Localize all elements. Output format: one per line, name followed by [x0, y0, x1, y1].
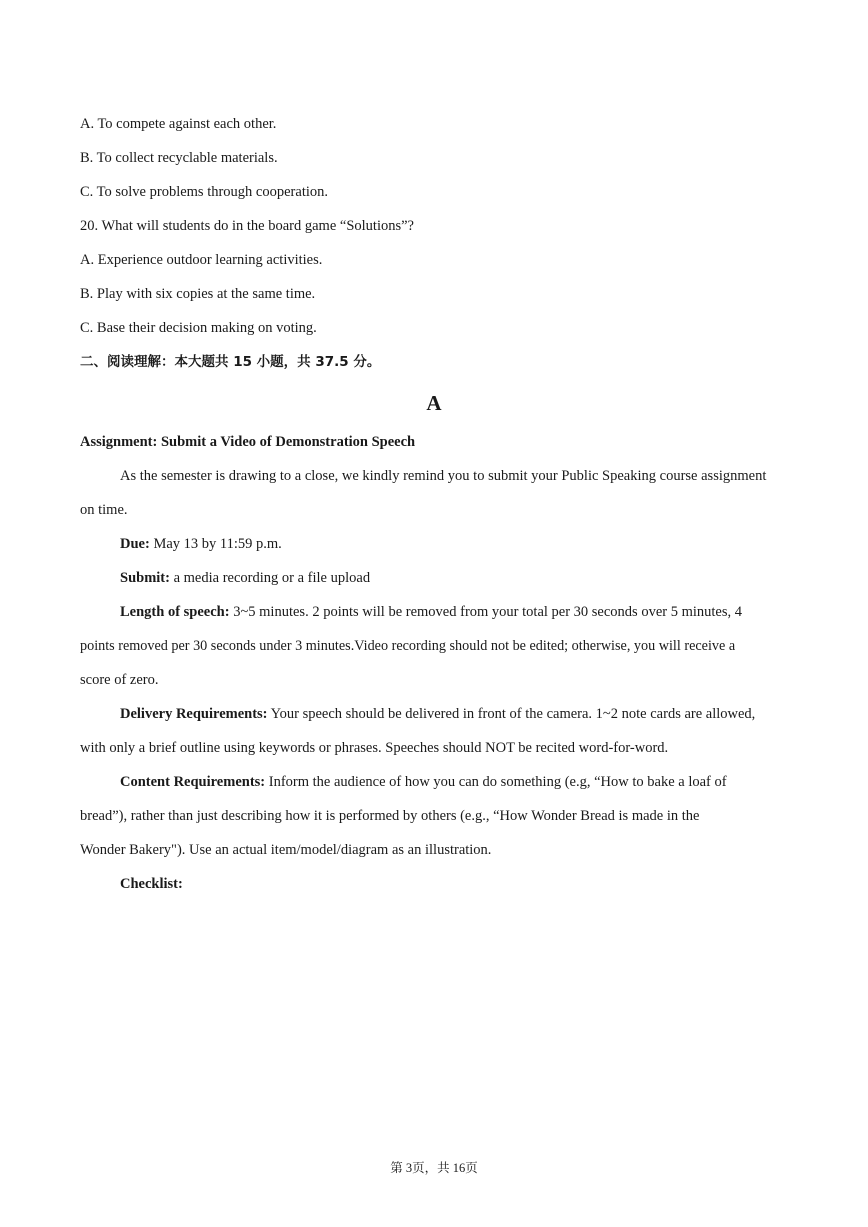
length-label: Length of speech:	[120, 604, 230, 620]
due-label: Due:	[120, 536, 150, 552]
content-line-2: bread”), rather than just describing how it is performed by others (e.g., “How Wonder Bread is made in the	[80, 808, 700, 824]
q19-option-a: A. To compete against each other.	[80, 116, 277, 132]
q20-option-a: A. Experience outdoor learning activities.	[80, 252, 323, 268]
q20-question: 20. What will students do in the board game “Solutions”?	[80, 218, 414, 234]
submit-line	[120, 569, 792, 587]
content-line-1	[120, 773, 792, 791]
checklist-label: Checklist:	[120, 876, 183, 892]
section-heading: 二、阅读理解：本大题共 15 小题，共 37.5 分。	[80, 354, 381, 370]
due-line	[120, 535, 792, 553]
content-label: Content Requirements:	[120, 774, 266, 790]
q19-option-b: B. To collect recyclable materials.	[80, 150, 278, 166]
submit-label: Submit:	[120, 570, 170, 586]
q20-option-b: B. Play with six copies at the same time.	[80, 286, 316, 302]
q20-option-c: C. Base their decision making on voting.	[80, 320, 317, 336]
intro-line-1: As the semester is drawing to a close, we kindly remind you to submit your Public Speaking course assignment	[120, 468, 767, 484]
delivery-label: Delivery Requirements:	[120, 706, 268, 722]
length-line-1	[120, 603, 792, 621]
due-text: May 13 by 11:59 p.m.	[149, 536, 282, 552]
passage-letter: A	[426, 391, 442, 415]
passage-title: Assignment: Submit a Video of Demonstration Speech	[80, 434, 416, 450]
length-text-1: 3~5 minutes. 2 points will be removed from your total per 30 seconds over 5 minutes, 4	[229, 604, 743, 620]
delivery-text-1: Your speech should be delivered in front of the camera. 1~2 note cards are allowed,	[267, 706, 756, 722]
content-text-1: Inform the audience of how you can do something (e.g, “How to bake a loaf of	[265, 774, 727, 790]
length-line-2: points removed per 30 seconds under 3 minutes.Video recording should not be edited; otherwise, you will receive a	[80, 638, 736, 654]
length-line-3: score of zero.	[80, 672, 159, 688]
delivery-line-1	[120, 705, 792, 723]
page-footer: 第 3页，共 16页	[390, 1161, 478, 1175]
intro-line-2: on time.	[80, 502, 128, 518]
delivery-line-2: with only a brief outline using keywords or phrases. Speeches should NOT be recited word-for-word.	[80, 740, 669, 756]
content-line-3: Wonder Bakery"). Use an actual item/model/diagram as an illustration.	[80, 842, 492, 858]
submit-text: a media recording or a file upload	[169, 570, 371, 586]
q19-option-c: C. To solve problems through cooperation.	[80, 184, 329, 200]
